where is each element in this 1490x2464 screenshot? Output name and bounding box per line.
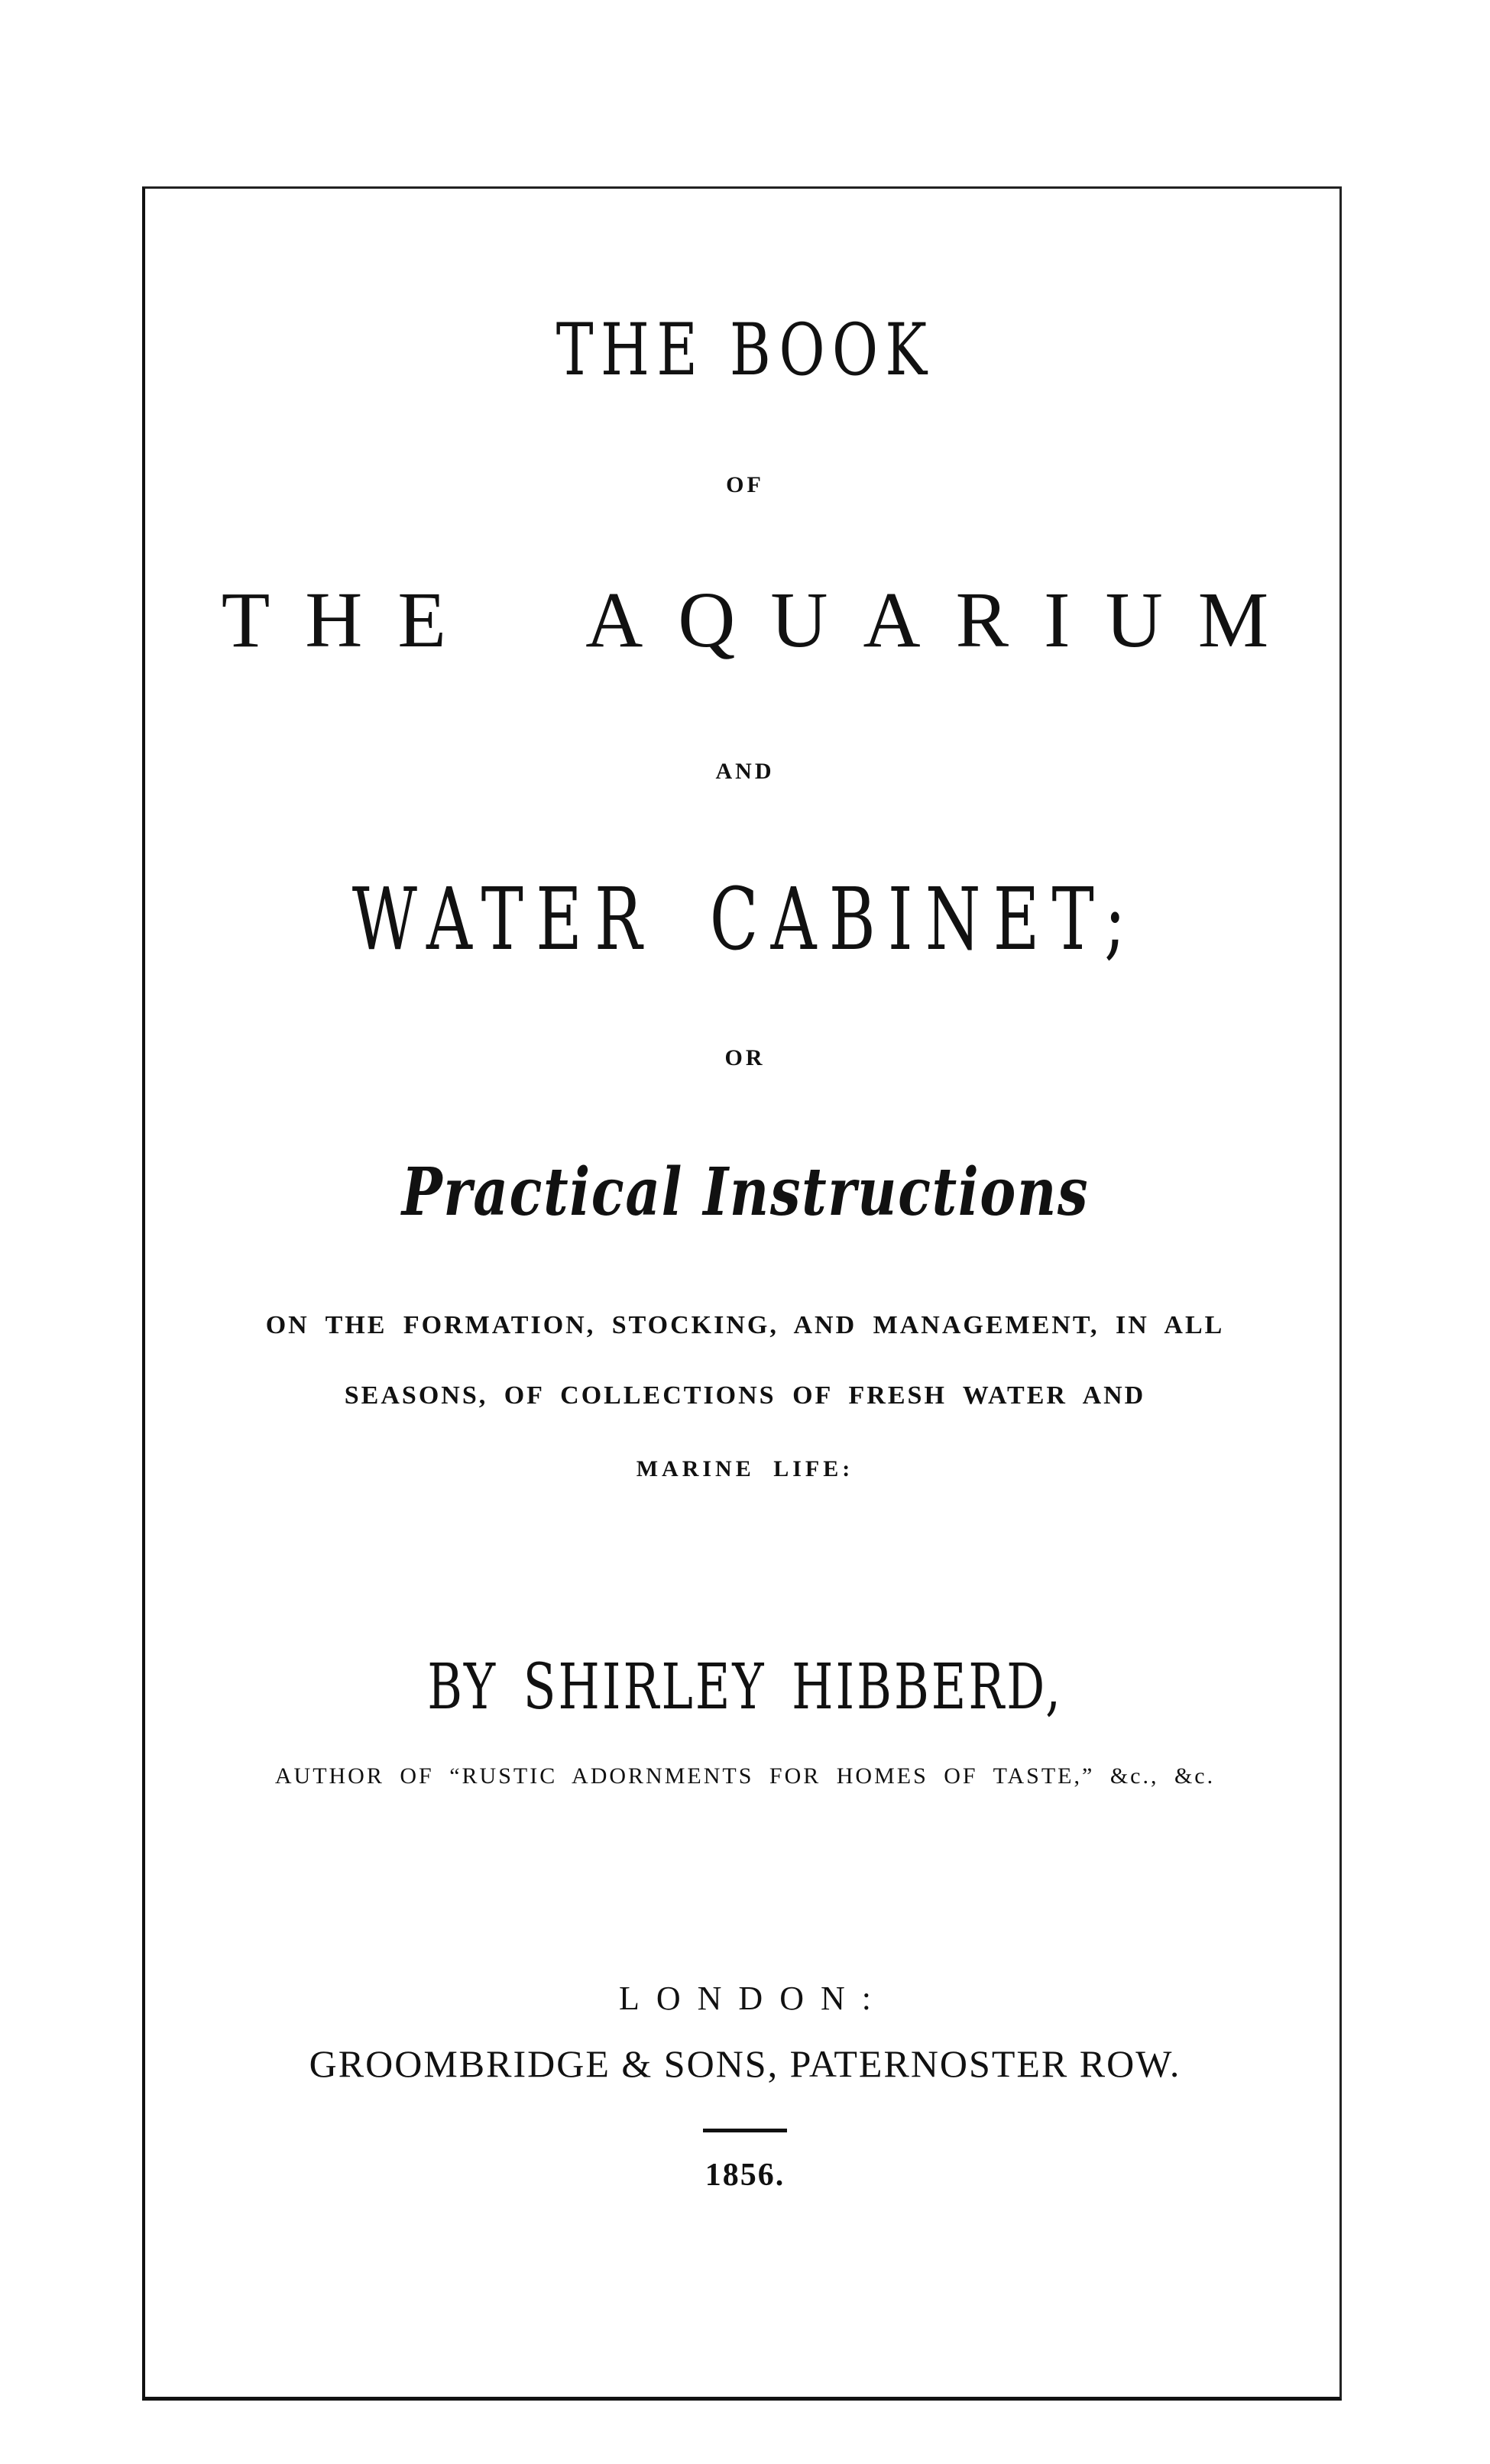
imprint-publisher: GROOMBRIDGE & SONS, PATERNOSTER ROW. [309,2042,1181,2085]
connector-or: OR [724,1045,766,1070]
imprint-rule [703,2129,787,2132]
connector-and: AND [715,759,775,784]
subtitle-practical-instructions: Practical Instructions [401,1154,1089,1231]
description-line-3: MARINE LIFE: [636,1456,854,1481]
publication-year: 1856. [705,2158,785,2193]
description-line-2: SEASONS, OF COLLECTIONS OF FRESH WATER AND [344,1381,1146,1410]
imprint-city: LONDON: [619,1980,888,2017]
author-name: BY SHIRLEY HIBBERD, [427,1651,1063,1724]
title-line-aquarium: THE AQUARIUM [221,576,1304,664]
title-line-the-book: THE BOOK [556,309,934,392]
description-line-1: ON THE FORMATION, STOCKING, AND MANAGEMENT, IN ALL [265,1311,1225,1339]
title-line-water-cabinet: WATER CABINET; [351,870,1139,970]
connector-of: OF [726,472,764,497]
author-credit: AUTHOR OF “RUSTIC ADORNMENTS FOR HOMES OF TASTE,” &c., &c. [274,1763,1216,1789]
